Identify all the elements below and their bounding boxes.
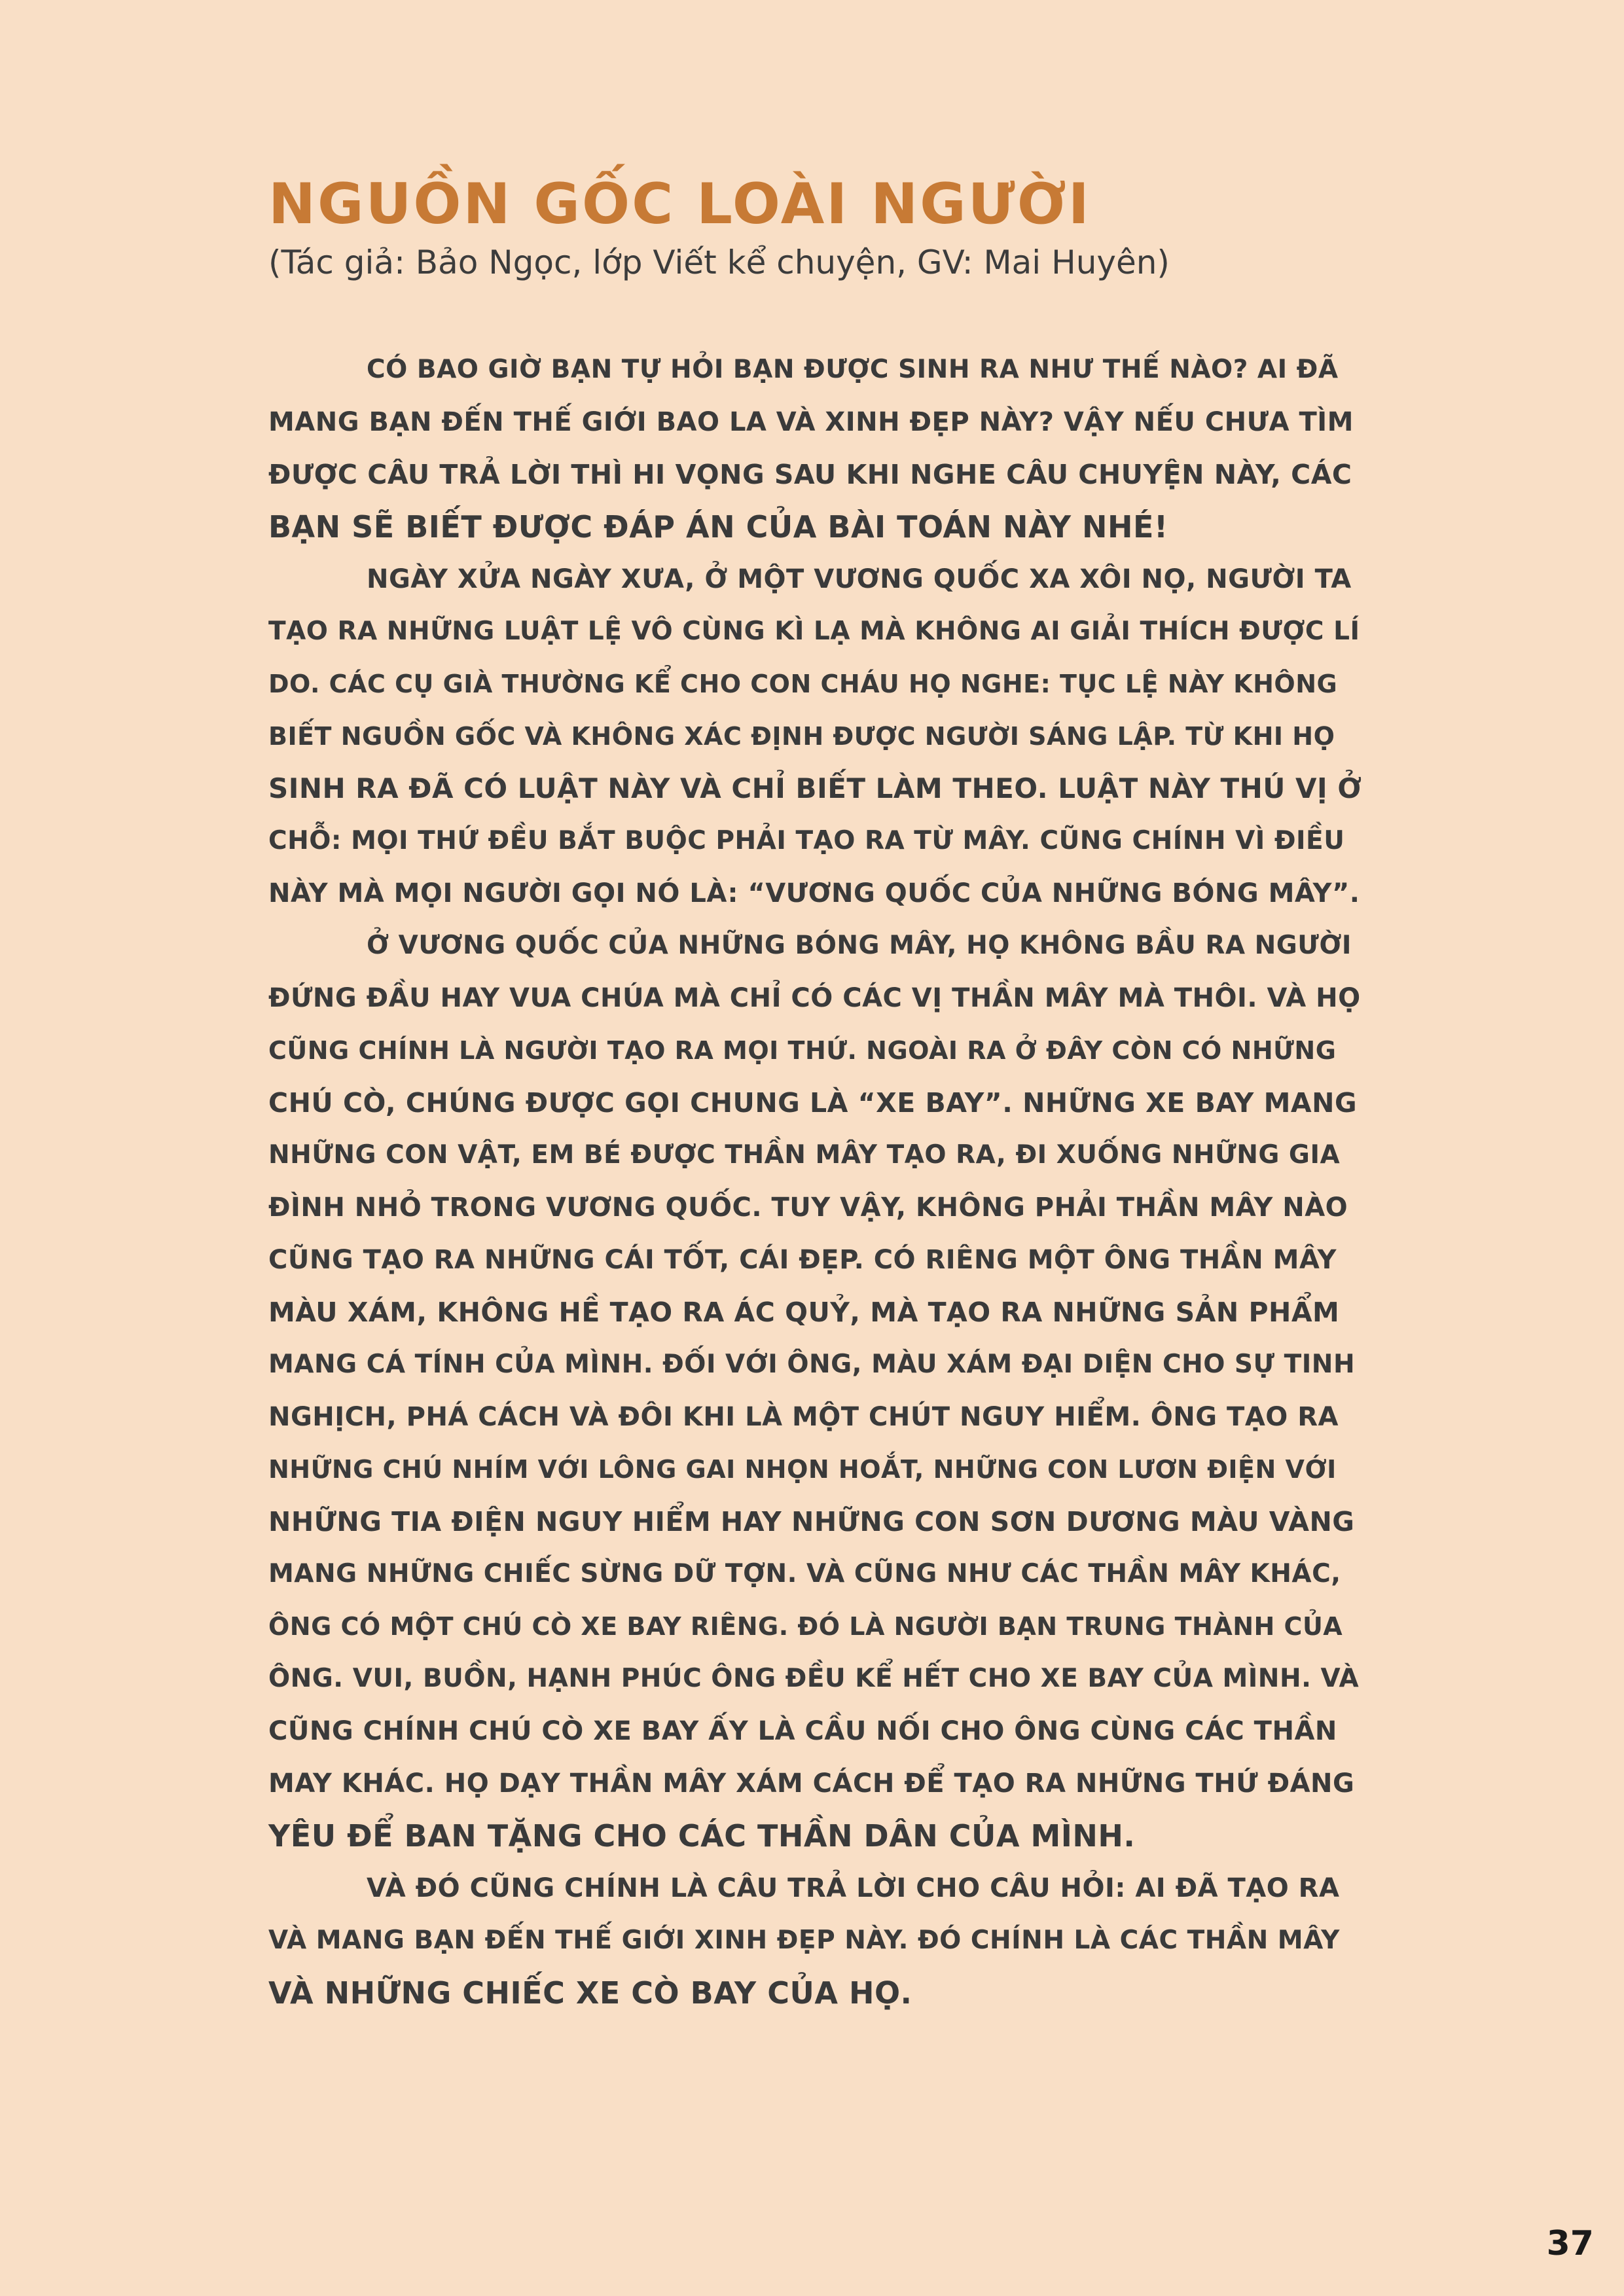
paragraph-line: NGÀY XỬA NGÀY XƯA, Ở MỘT VƯƠNG QUỐC XA XÔI NỌ, NGƯỜI TA	[367, 564, 1352, 594]
paragraph-line: MANG BẠN ĐẾN THẾ GIỚI BAO LA VÀ XINH ĐẸP NÀY? VẬY NẾU CHƯA TÌM	[268, 407, 1354, 437]
paragraph-line: BIẾT NGUỒN GỐC VÀ KHÔNG XÁC ĐỊNH ĐƯỢC NGƯỜI SÁNG LẬP. TỪ KHI HỌ	[268, 722, 1335, 751]
paragraph-line: VÀ MANG BẠN ĐẾN THẾ GIỚI XINH ĐẸP NÀY. ĐÓ CHÍNH LÀ CÁC THẦN MÂY	[268, 1926, 1340, 1955]
paragraph-line: TẠO RA NHỮNG LUẬT LỆ VÔ CÙNG KÌ LẠ MÀ KHÔNG AI GIẢI THÍCH ĐƯỢC LÍ	[268, 617, 1360, 646]
story-paragraph	[268, 553, 1362, 920]
paragraph-line: MANG NHỮNG CHIẾC SỪNG DỮ TỢN. VÀ CŨNG NHƯ CÁC THẦN MÂY KHÁC,	[268, 1559, 1341, 1588]
paragraph-line: CÓ BAO GIỜ BẠN TỰ HỎI BẠN ĐƯỢC SINH RA NHƯ THẾ NÀO? AI ĐÃ	[367, 355, 1339, 384]
paragraph-line: ĐỨNG ĐẦU HAY VUA CHÚA MÀ CHỈ CÓ CÁC VỊ THẦN MÂY MÀ THÔI. VÀ HỌ	[268, 983, 1361, 1013]
paragraph-line: ÔNG. VUI, BUỒN, HẠNH PHÚC ÔNG ĐỀU KỂ HẾT CHO XE BAY CỦA MÌNH. VÀ	[268, 1664, 1360, 1693]
paragraph-line: NHỮNG CHÚ NHÍM VỚI LÔNG GAI NHỌN HOẮT, NHỮNG CON LƯƠN ĐIỆN VỚI	[268, 1455, 1337, 1484]
paragraph-line: MANG CÁ TÍNH CỦA MÌNH. ĐỐI VỚI ÔNG, MÀU XÁM ĐẠI DIỆN CHO SỰ TINH	[268, 1350, 1356, 1379]
paragraph-line: VÀ ĐÓ CŨNG CHÍNH LÀ CÂU TRẢ LỜI CHO CÂU HỎI: AI ĐÃ TẠO RA	[367, 1873, 1340, 1903]
paragraph-line: NHỮNG TIA ĐIỆN NGUY HIỂM HAY NHỮNG CON SƠN DƯƠNG MÀU VÀNG	[268, 1506, 1355, 1537]
paragraph-line: VÀ NHỮNG CHIẾC XE CÒ BAY CỦA HỌ.	[268, 1975, 912, 2011]
paragraph-line: SINH RA ĐÃ CÓ LUẬT NÀY VÀ CHỈ BIẾT LÀM THEO. LUẬT NÀY THÚ VỊ Ở	[268, 772, 1362, 804]
story-paragraph	[268, 920, 1362, 1862]
paragraph-line: MÀU XÁM, KHÔNG HỀ TẠO RA ÁC QUỶ, MÀ TẠO RA NHỮNG SẢN PHẨM	[268, 1297, 1340, 1328]
paragraph-line: CHỖ: MỌI THỨ ĐỀU BẮT BUỘC PHẢI TẠO RA TỪ MÂY. CŨNG CHÍNH VÌ ĐIỀU	[268, 826, 1345, 855]
paragraph-line: CHÚ CÒ, CHÚNG ĐƯỢC GỌI CHUNG LÀ “XE BAY”. NHỮNG XE BAY MANG	[268, 1087, 1358, 1119]
paragraph-line: CŨNG CHÍNH CHÚ CÒ XE BAY ẤY LÀ CẦU NỐI CHO ÔNG CÙNG CÁC THẦN	[268, 1716, 1337, 1746]
paragraph-line: NHỮNG CON VẬT, EM BÉ ĐƯỢC THẦN MÂY TẠO RA, ĐI XUỐNG NHỮNG GIA	[268, 1140, 1341, 1170]
paragraph-line: YÊU ĐỂ BAN TẶNG CHO CÁC THẦN DÂN CỦA MÌNH.	[268, 1818, 1136, 1854]
paragraph-line: ÔNG CÓ MỘT CHÚ CÒ XE BAY RIÊNG. ĐÓ LÀ NGƯỜI BẠN TRUNG THÀNH CỦA	[268, 1612, 1343, 1641]
story-body	[268, 344, 1362, 2019]
paragraph-line: BẠN SẼ BIẾT ĐƯỢC ĐÁP ÁN CỦA BÀI TOÁN NÀY NHÉ!	[268, 509, 1168, 545]
paragraph-line: CŨNG TẠO RA NHỮNG CÁI TỐT, CÁI ĐẸP. CÓ RIÊNG MỘT ÔNG THẦN MÂY	[268, 1245, 1337, 1275]
story-paragraph	[268, 344, 1362, 553]
paragraph-line: DO. CÁC CỤ GIÀ THƯỜNG KỂ CHO CON CHÁU HỌ NGHE: TỤC LỆ NÀY KHÔNG	[268, 670, 1338, 698]
story-title: NGUỒN GỐC LOÀI NGƯỜI	[268, 171, 1091, 237]
paragraph-line: CŨNG CHÍNH LÀ NGƯỜI TẠO RA MỌI THỨ. NGOÀI RA Ở ĐÂY CÒN CÓ NHỮNG	[268, 1036, 1337, 1065]
paragraph-line: NÀY MÀ MỌI NGƯỜI GỌI NÓ LÀ: “VƯƠNG QUỐC CỦA NHỮNG BÓNG MÂY”.	[268, 878, 1360, 908]
paragraph-line: NGHỊCH, PHÁ CÁCH VÀ ĐÔI KHI LÀ MỘT CHÚT NGUY HIỂM. ÔNG TẠO RA	[268, 1402, 1339, 1432]
paragraph-line: MAY KHÁC. HỌ DẠY THẦN MÂY XÁM CÁCH ĐỂ TẠO RA NHỮNG THỨ ĐÁNG	[268, 1768, 1355, 1799]
paragraph-line: ĐƯỢC CÂU TRẢ LỜI THÌ HI VỌNG SAU KHI NGHE CÂU CHUYỆN NÀY, CÁC	[268, 459, 1352, 490]
paragraph-line: ĐÌNH NHỎ TRONG VƯƠNG QUỐC. TUY VẬY, KHÔNG PHẢI THẦN MÂY NÀO	[268, 1193, 1348, 1223]
story-paragraph	[268, 1862, 1362, 2019]
paragraph-line: Ở VƯƠNG QUỐC CỦA NHỮNG BÓNG MÂY, HỌ KHÔNG BẦU RA NGƯỜI	[367, 931, 1352, 960]
author-byline: (Tác giả: Bảo Ngọc, lớp Viết kể chuyện, GV: Mai Huyên)	[268, 243, 1170, 281]
page-number: 37	[1546, 2224, 1594, 2263]
